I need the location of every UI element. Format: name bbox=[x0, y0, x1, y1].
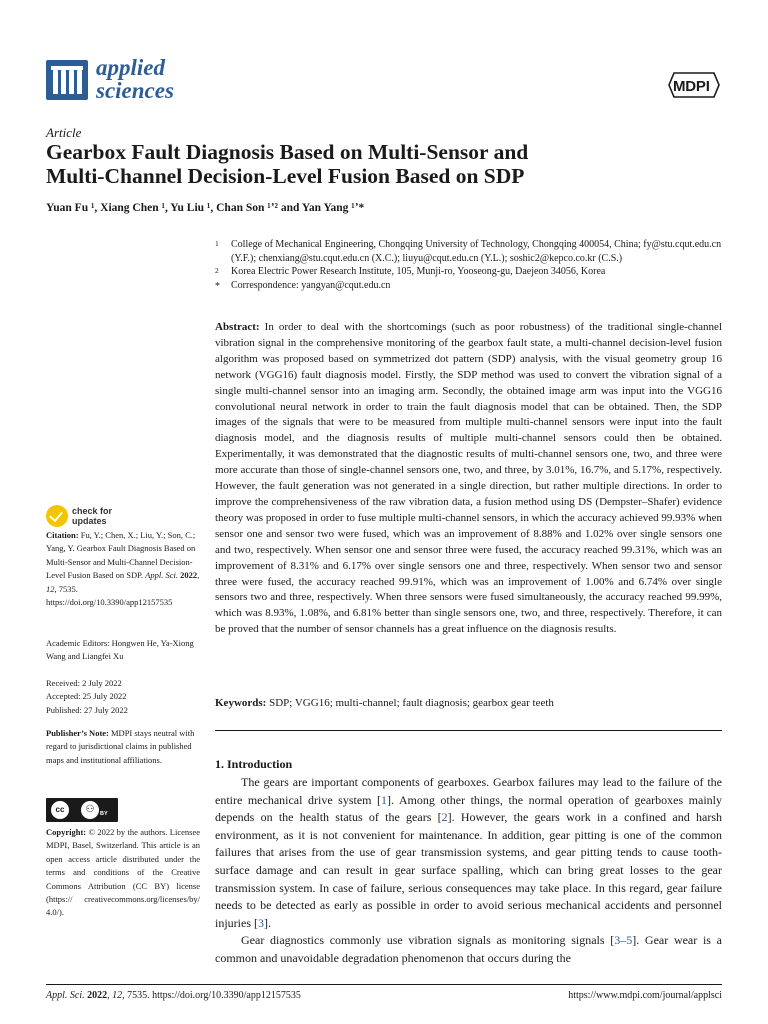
page-title: Gearbox Fault Diagnosis Based on Multi-Sensor and Multi-Channel Decision-Level Fusion Based on SDP bbox=[46, 140, 529, 188]
introduction-body bbox=[215, 774, 722, 968]
check-icon bbox=[46, 505, 68, 527]
reference-link[interactable]: 1 bbox=[381, 792, 388, 807]
keywords: Keywords: SDP; VGG16; multi-channel; fault diagnosis; gearbox gear teeth bbox=[215, 697, 554, 709]
reference-link[interactable]: 3 bbox=[258, 915, 264, 930]
abstract-text: In order to deal with the shortcomings (such as poor robustness) of the traditional single-channel vibration signal in the comprehensive monitoring of the gearbox fault state, a multi-channel decision-level fusion algorithm was proposed based on symmetrized dot pattern (SDP) analysis, with the visual geometry group 16 network (VGG16) fault diagnosis model. Firstly, the SDP method was used to convert the vibration signal of a single multi-channel sensor into an imaging arm. Secondly, the obtained image arm was input into the VGG16 convolutional neural network in order to train the fault diagnosis model that can be obtained. Then, the SDP images of the signals that were to be measured from multiple multi-channel sensors were input into the fault diagnosis model, and the diagnosis results of multiple multi-channel sensors could then be obtained. Experimentally, it was demonstrated that the diagnostic results of multi-channel sensors one, two, and three were more accurate than those of single-channel sensors one, two, and three, by 3.01%, 16.7%, and 5.17%, respectively. However, the fault generation was not generated in a single direction, but rather multiple directions. In order to improve the comprehensiveness of the raw vibration data, a fusion method using DS (Dempster–Shafer) evidence theory was proposed in order to fuse multiple multi-channel sensors, in which the accuracy achieved 99.93% when sensor one and sensor two were fused, which was an improvement of 8.88% and 1.02% over single sensors one and two, respectively. When sensor one and sensor three were fused, the accuracy reached 99.31%, which was an improvement of 8.31% and 6.17% over single sensors one and three, respectively. When sensor two and sensor three were fused, the accuracy reached 99.91%, which was an improvement of 1.00% and 6.74% over single sensors two and three, respectively. When three sensors were fused simultaneously, the accuracy reached 99.99%, which was 8.93%, 1.08%, and 6.81% better than single sensors one, two, and three, respectively. Therefore, it can be proved that the number of sensor channels has a great influence on the diagnosis results. bbox=[215, 321, 722, 636]
abstract-label: Abstract: bbox=[215, 321, 260, 333]
reference-link[interactable]: 3–5 bbox=[614, 933, 633, 948]
section-heading: 1. Introduction bbox=[215, 757, 293, 771]
published-date: Published: 27 July 2022 bbox=[46, 704, 128, 715]
creative-commons-icon: cc bbox=[50, 800, 70, 820]
footer-citation: Appl. Sci. 2022, 12, 7535. https://doi.org/10.3390/app12157535 bbox=[46, 990, 301, 1001]
journal-name: applied sciences bbox=[96, 55, 174, 103]
check-for-updates-button[interactable]: check for updates bbox=[46, 505, 166, 529]
footer-journal-link[interactable]: https://www.mdpi.com/journal/applsci bbox=[568, 990, 722, 1001]
reference-link[interactable]: 2 bbox=[441, 810, 448, 825]
attribution-icon: ⚇ bbox=[80, 800, 100, 820]
copyright-notice: Copyright: © 2022 by the authors. Licensee MDPI, Basel, Switzerland. This article is an open access article distributed under the terms and conditions of the Creative Commons Attribution (CC BY) license (https:// creativecommons.org/licenses/by/ 4.0/). bbox=[46, 827, 200, 918]
citation: Citation: Fu, Y.; Chen, X.; Liu, Y.; Son, C.; Yang, Y. Gearbox Fault Diagnosis Based on Multi-Sensor and Multi-Channel Decision-Level Fusion Based on SDP. Appl. Sci. 2022, 12, 7535. https://doi.org/10.3390/app12157535 bbox=[46, 530, 200, 608]
footer-divider bbox=[46, 984, 722, 985]
affiliation-item: 1 College of Mechanical Engineering, Chongqing University of Technology, Chongqing 400054, China; fy@stu.cqut.edu.cn (Y.F.); chenxiang@stu.cqut.edu.cn (X.C.); liuyu@cqut.edu.cn (Y.L.); soshic2@kepco.co.kr (C.S.) bbox=[215, 239, 722, 264]
paragraph: The gears are important components of gearboxes. Gearbox failures may lead to the failure of the entire mechanical drive system [1]. Among other things, the normal operation of gearboxes mainly depends on the health status of the gears [2]. However, the gears work in a confined and harsh environment, as it is not convenient for maintenance. In addition, gear pitting is one of the common failures that arises from the use of gear transmission systems, and gear pitting tends to cause tooth-surface damage and can result in gear surface spalling, which can bring great losses to the gear transmission system. In case of failure, serious consequences may take place. In this regard, gear failure needs to be detected as early as possible in order to avoid serious mechanical accidents and personnel injuries [3]. bbox=[215, 775, 723, 930]
author-list[interactable]: Yuan Fu ¹, Xiang Chen ¹, Yu Liu ¹, Chan Son ¹ʼ² and Yan Yang ¹ʼ* bbox=[46, 202, 365, 214]
correspondence: * Correspondence: yangyan@cqut.edu.cn bbox=[215, 279, 391, 292]
publisher-note: Publisher’s Note: MDPI stays neutral with regard to jurisdictional claims in published maps and institutional affiliations. bbox=[46, 728, 195, 765]
section-divider bbox=[215, 730, 722, 731]
publication-dates bbox=[46, 677, 200, 717]
academic-editors: Academic Editors: Hongwen He, Ya-Xiong Wang and Liangfei Xu bbox=[46, 638, 194, 662]
affiliations bbox=[215, 238, 725, 292]
publisher-logo[interactable] bbox=[668, 70, 720, 100]
cc-by-license-badge[interactable]: cc ⚇ BY bbox=[46, 798, 118, 822]
publisher-name: MDPI bbox=[673, 78, 710, 95]
journal-logo-icon bbox=[46, 60, 88, 100]
accepted-date: Accepted: 25 July 2022 bbox=[46, 691, 127, 702]
article-type: Article bbox=[46, 125, 82, 140]
affiliation-item: 2 Korea Electric Power Research Institute, 105, Munji-ro, Yooseong-gu, Daejeon 34056, Korea bbox=[215, 266, 606, 278]
journal-logo[interactable] bbox=[46, 55, 246, 104]
paragraph: Gear diagnostics commonly use vibration signals as monitoring signals [3–5]. Gear wear is a common and unavoidable degradation phenomenon that occurs during the bbox=[215, 933, 722, 965]
received-date: Received: 2 July 2022 bbox=[46, 678, 122, 688]
abstract bbox=[215, 320, 722, 638]
